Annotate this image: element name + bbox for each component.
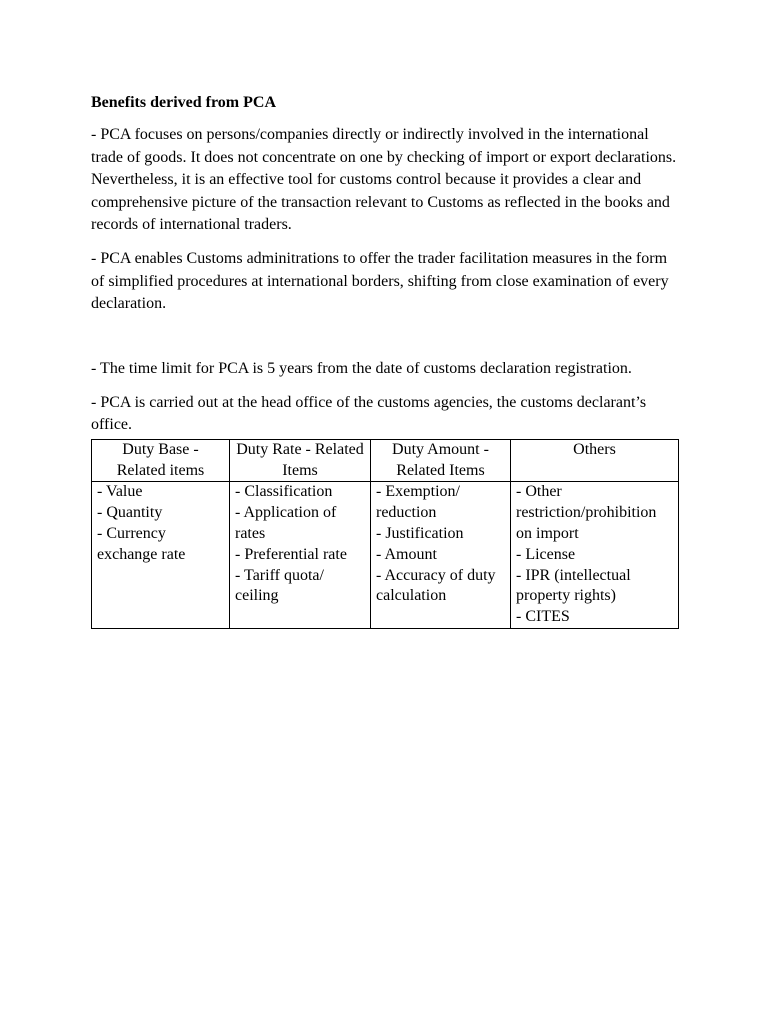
document-heading: Benefits derived from PCA (91, 94, 276, 111)
list-item: - Justification (376, 525, 464, 543)
list-item: - CITES (516, 608, 570, 626)
pca-items-table (91, 439, 679, 629)
paragraph-pca-time-limit: - The time limit for PCA is 5 years from the date of customs declaration registration. (91, 359, 632, 377)
header-duty-rate: Duty Rate - Related Items (230, 439, 371, 482)
header-duty-base: Duty Base - Related items (92, 439, 230, 482)
list-item: - Application of rates (235, 504, 337, 543)
header-others: Others (511, 439, 679, 482)
cell-duty-rate-items (230, 482, 371, 629)
paragraph-pca-location: - PCA is carried out at the head office of the customs agencies, the customs declarant’s office. (91, 394, 647, 434)
list-item: - Value (97, 483, 143, 501)
paragraph-pca-facilitation: - PCA enables Customs adminitrations to offer the trader facilitation measures in the form of simplified procedures at international borders, shifting from close examination of every declaration. (91, 250, 669, 313)
cell-duty-base-items (92, 482, 230, 629)
table-header-row (92, 439, 679, 482)
cell-others-items (511, 482, 679, 629)
list-item: - Currency exchange rate (97, 525, 186, 563)
list-item: - License (516, 545, 576, 563)
list-item: - Tariff quota/ ceiling (235, 566, 324, 605)
list-item: - Quantity (97, 504, 163, 522)
list-item: - Exemption/ reduction (376, 483, 460, 522)
list-item: - Classification (235, 483, 333, 501)
header-duty-amount: Duty Amount - Related Items (371, 439, 511, 482)
list-item: - Preferential rate (235, 545, 347, 563)
list-item: - Accuracy of duty calculation (376, 566, 496, 605)
list-item: - Amount (376, 545, 437, 563)
cell-duty-amount-items (371, 482, 511, 629)
list-item: - IPR (intellectual property rights) (516, 566, 631, 605)
list-item: - Other restriction/prohibition on import (516, 483, 657, 543)
table-row (92, 482, 679, 629)
document-page (91, 92, 681, 629)
paragraph-pca-focus: - PCA focuses on persons/companies directly or indirectly involved in the international trade of goods. It does not concentrate on one by checking of import or export declarations. Nevertheless, it is an effective tool for customs control because it provides a clear and comprehensive picture of the transaction relevant to Customs as reflected in the books and records of international traders. (91, 126, 677, 234)
